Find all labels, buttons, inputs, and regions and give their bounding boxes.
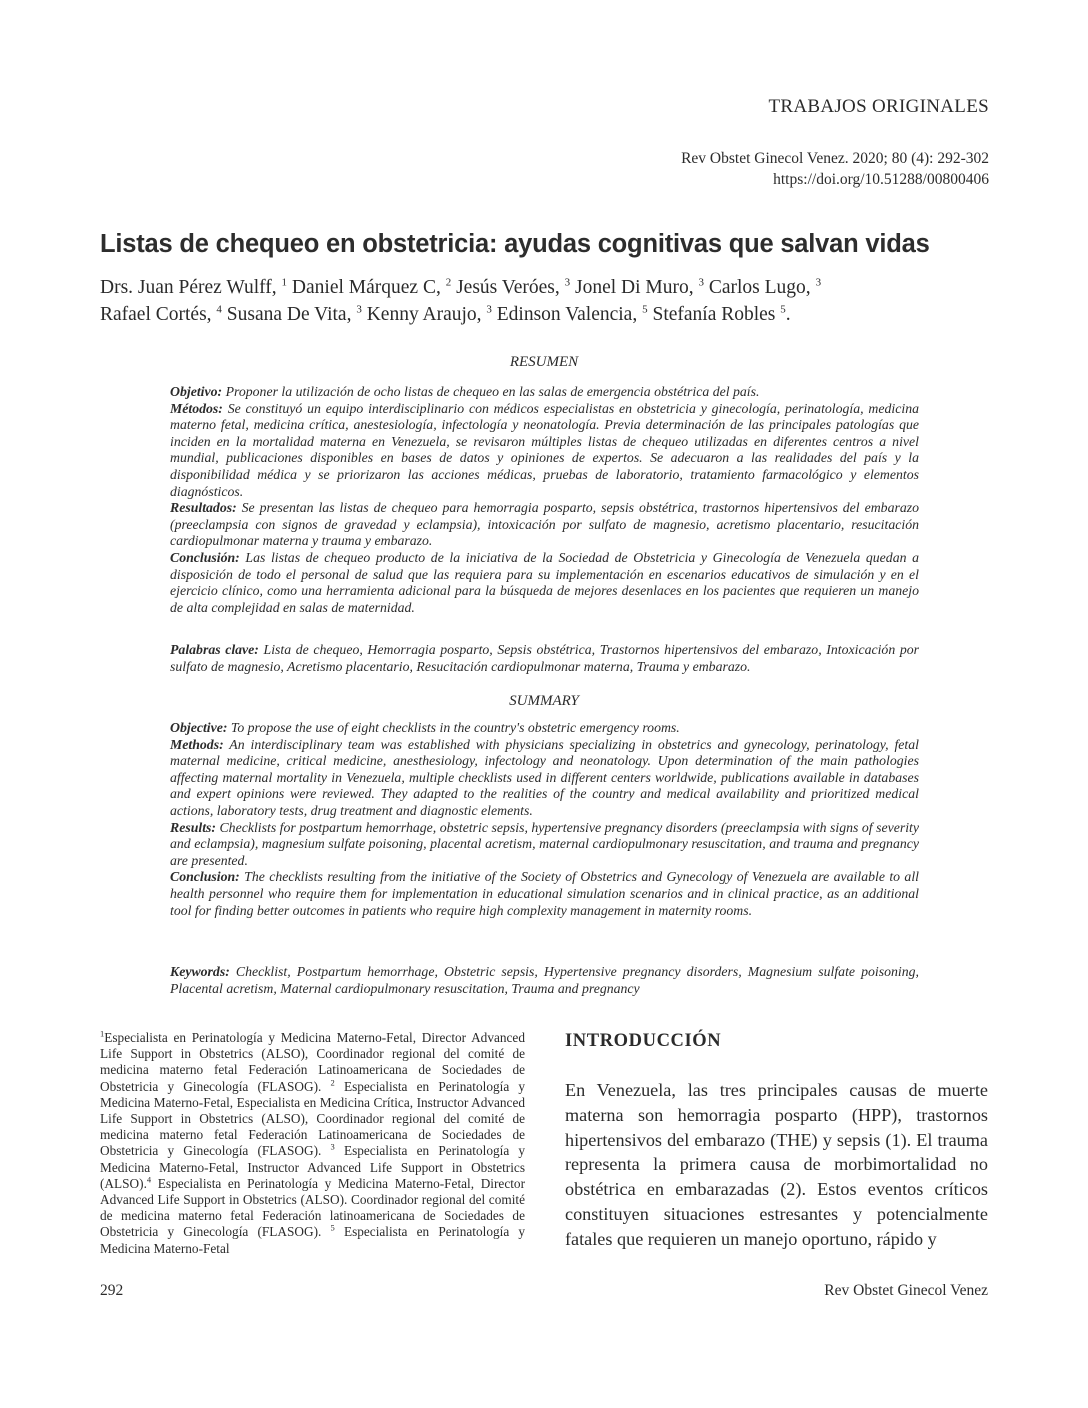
author-name: Jesús Veróes, <box>456 277 560 298</box>
results-text: Checklists for postpartum hemorrhage, obstetric sepsis, hypertensive pregnancy disorders (preeclampsia with signs of severity and eclampsia), magnesium sulfate poisoning, placental acretism, maternal cardiopulmonary resuscitation, and trauma and pregnancy are presented. <box>170 819 919 868</box>
footnote-marker: 2 <box>330 1077 335 1088</box>
footnote-text: Especialista en Perinatología y Medicina Materno-Fetal, Director Advanced Life Support in Obstetrics (ALSO), Coordinador regional del comité de medicina materno fetal Federación Latinoamericana de Sociedades de Obstetricia y Ginecología (FLASOG). <box>100 1030 525 1094</box>
author-list <box>100 274 900 328</box>
author-name: Jonel Di Muro, <box>574 277 694 298</box>
author-name: Carlos Lugo, <box>708 277 811 298</box>
objective-label: Objective: <box>170 720 228 735</box>
results-label: Results: <box>170 819 216 835</box>
summary-conclusion <box>170 869 919 919</box>
affiliation-marker: 3 <box>356 303 362 316</box>
affiliation-marker: 3 <box>564 276 571 289</box>
resumen-abstract <box>170 384 919 616</box>
footnote-marker: 4 <box>146 1174 152 1185</box>
section-label: TRABAJOS ORIGINALES <box>768 96 989 117</box>
summary-abstract <box>170 720 919 919</box>
article-title: Listas de chequeo en obstetricia: ayudas cognitivas que salvan vidas <box>100 230 930 258</box>
affiliation-marker: 3 <box>698 276 704 289</box>
summary-methods <box>170 737 919 820</box>
summary-objective <box>170 720 919 737</box>
affiliation-marker: 5 <box>642 303 648 316</box>
conclusion-text-en: The checklists resulting from the initiative of the Society of Obstetrics and Gynecology of Venezuela are available to all health personnel who require them for implementation in educational simulation scenarios and in clinical practice, as an additional tool for finding better outcomes in patients who require high complexity management in maternity rooms. <box>170 869 919 918</box>
footer-journal-name: Rev Obstet Ginecol Venez <box>824 1282 988 1299</box>
footnote-text: Especialista en Perinatología y Medicina Materno-Fetal <box>100 1224 526 1256</box>
author-name: Stefanía Robles <box>652 304 776 325</box>
affiliations-footnote <box>100 1030 525 1257</box>
palabras-clave-text: Lista de chequeo, Hemorragia posparto, Sepsis obstétrica, Trastornos hipertensivos del embarazo, Intoxicación por sulfato de magnesio, Acretismo placentario, Resucitación cardiopulmonar materna, Trauma y embarazo. <box>170 642 919 674</box>
author-name: Kenny Araujo, <box>366 304 482 325</box>
affiliation-marker: 2 <box>445 276 452 289</box>
conclusion-text: Las listas de chequeo producto de la iniciativa de la Sociedad de Obstetricia y Ginecología de Venezuela quedan a disposición de todo el personal de salud que las requiera para su implementación en escenarios educativos de simulación y en el ejercicio clínico, como una herramienta adicional para la búsqueda de mejores desenlaces en los pacientes que requieren un manejo de alta complejidad en salas de maternidad. <box>170 549 919 615</box>
author-name: Drs. Juan Pérez Wulff, <box>100 277 277 298</box>
metodos-text: Se constituyó un equipo interdisciplinario con médicos especialistas en obstetricia y ginecología, perinatología, medicina materno fetal, medicina crítica, anestesiología, infectología y neonatología. Previa determinación de las principales patologías que inciden en la mortalidad materna en Venezuela, se revisaron múltiples listas de chequeo utilizadas en diferentes centros a nivel mundial, publicaciones disponibles en bases de datos y opiniones de expertos. Se adecuaron a las realidades del país y la disponibilidad médica y se priorizaron las acciones médicas, pruebas de laboratorio, tratamiento farmacológico y elementos diagnósticos. <box>170 400 919 499</box>
affiliation-marker: 3 <box>486 303 492 316</box>
palabras-clave <box>170 642 919 675</box>
objetivo-text: Proponer la utilización de ocho listas de chequeo en las salas de emergencia obstétrica del país. <box>225 384 760 399</box>
author-name: Rafael Cortés, <box>100 304 212 325</box>
journal-citation: Rev Obstet Ginecol Venez. 2020; 80 (4): 292-302 <box>681 150 989 167</box>
author-name: Susana De Vita, <box>226 304 352 325</box>
author-name: Daniel Márquez C, <box>291 277 441 298</box>
affiliation-marker: 3 <box>815 276 822 289</box>
introduction-heading: INTRODUCCIÓN <box>565 1031 722 1051</box>
affiliation-marker: 5 <box>780 303 786 316</box>
footnote-text: Especialista en Perinatología y Medicina Materno-Fetal, Instructor Advanced Life Support in Obstetrics (ALSO). <box>100 1143 526 1191</box>
objetivo-label: Objetivo: <box>170 384 223 399</box>
keywords-paragraph <box>170 964 919 997</box>
resumen-metodos <box>170 401 919 501</box>
methods-text: An interdisciplinary team was established with physicians specializing in obstetrics and gynecology, perinatology, fetal maternal medicine, critical medicine, anesthesiology, infectology and neonatology. Upon determination of the main pathologies affecting maternal mortality in Venezuela, multiple checklists used in different centers worldwide, publications available in databases and expert opinions were reviewed. They adapted to the realities of the country and medical availability and prioritized medical actions, laboratory tests, drug treatment and diagnostic elements. <box>170 736 919 818</box>
methods-label: Methods: <box>170 736 224 752</box>
footnote-marker: 1 <box>100 1028 105 1039</box>
page-number: 292 <box>100 1282 124 1299</box>
resumen-heading: RESUMEN <box>509 354 579 370</box>
resumen-resultados <box>170 500 919 550</box>
footnote-marker: 3 <box>330 1142 335 1152</box>
footnote-marker: 5 <box>330 1223 335 1234</box>
resultados-label: Resultados: <box>170 500 237 516</box>
citation-block <box>681 148 989 190</box>
resumen-conclusion <box>170 550 919 616</box>
author-list-end: . <box>785 304 791 325</box>
resultados-text: Se presentan las listas de chequeo para hemorragia posparto, sepsis obstétrica, trastornos hipertensivos del embarazo (preeclampsia con signos de gravedad y eclampsia), intoxicación por sulfato de magnesio, acretismo placentario, resucitación cardiopulmonar materna y trauma y embarazo. <box>170 500 919 549</box>
affiliation-marker: 1 <box>281 276 288 289</box>
keywords-text: Checklist, Postpartum hemorrhage, Obstetric sepsis, Hypertensive pregnancy disorders, Magnesium sulfate poisoning, Placental acretism, Maternal cardiopulmonary resuscitation, Trauma and pregnancy <box>170 964 919 996</box>
metodos-label: Métodos: <box>170 400 223 416</box>
palabras-clave-label: Palabras clave: <box>170 642 259 657</box>
summary-results <box>170 820 919 870</box>
affiliation-marker: 4 <box>216 303 222 316</box>
keywords <box>170 964 919 997</box>
objective-text: To propose the use of eight checklists in the country's obstetric emergency rooms. <box>230 720 680 735</box>
doi-link[interactable]: https://doi.org/10.51288/00800406 <box>773 171 989 188</box>
summary-heading: SUMMARY <box>509 693 579 709</box>
author-name: Edinson Valencia, <box>496 304 638 325</box>
resumen-objetivo <box>170 384 919 401</box>
conclusion-label-en: Conclusion: <box>170 869 240 885</box>
introduction-text: En Venezuela, las tres principales causas de muerte materna son hemorragia posparto (HPP), trastornos hipertensivos del embarazo (THE) y sepsis (1). El trauma representa la primera causa de morbimortalidad no obstétrica en embarazadas (2). Estos eventos críticos constituyen situaciones estresantes y potencialmente fatales que requieren un manejo oportuno, rápido y <box>565 1080 988 1249</box>
conclusion-label: Conclusión: <box>170 549 240 565</box>
palabras-clave-paragraph <box>170 642 919 675</box>
footnote-text: Especialista en Perinatología y Medicina Materno-Fetal, Director Advanced Life Support in Obstetrics (ALSO). Coordinador regional del comité de medicina materno fetal Federación latinoamericana de Sociedades de Obstetricia y Ginecología (FLASOG). <box>100 1175 525 1240</box>
keywords-label: Keywords: <box>170 964 230 979</box>
footnote-text: Especialista en Perinatología y Medicina Materno-Fetal, Especialista en Medicina Crítica, Instructor Advanced Life Support in Obstetrics (ALSO), Coordinador regional del comité de medicina materno fetal Federación Latinoamericana de Sociedades de Obstetricia y Ginecología (FLASOG). <box>100 1078 526 1159</box>
